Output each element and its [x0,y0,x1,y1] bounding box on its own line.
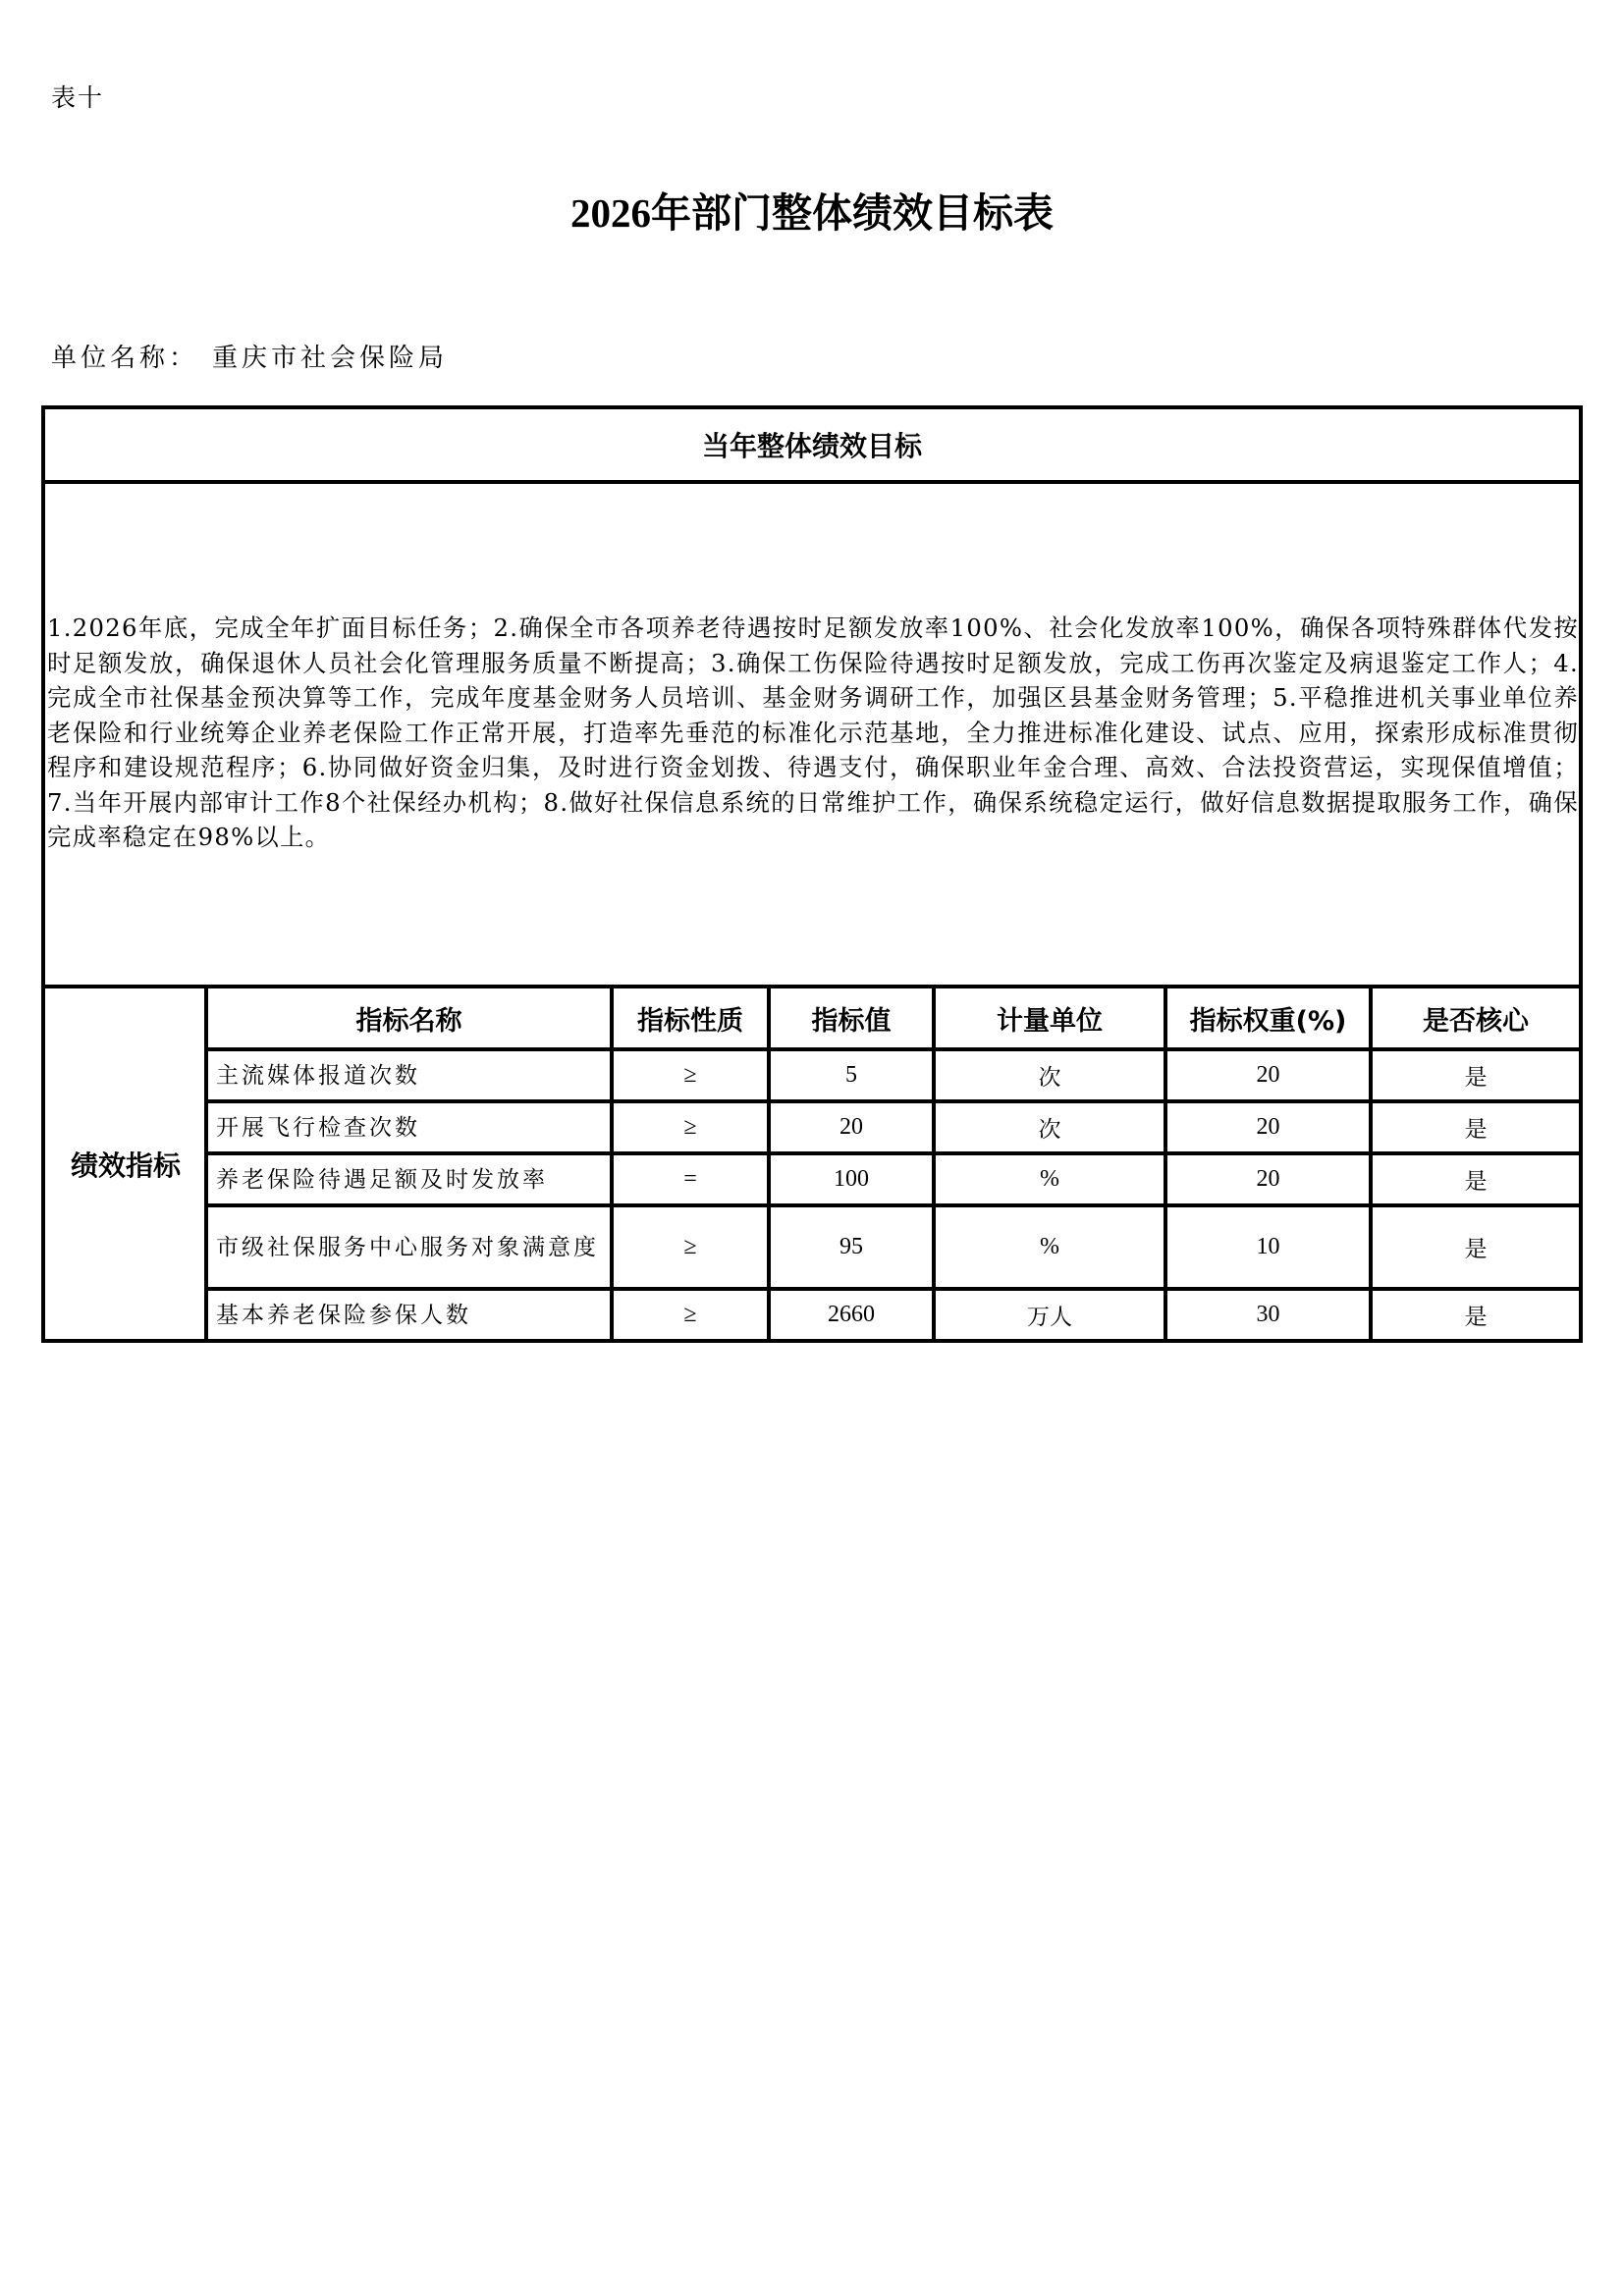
indicator-value-cell: 5 [845,1062,857,1088]
indicator-name-cell: 开展飞行检查次数 [216,1114,420,1141]
indicator-category-cell: 绩效指标 [70,1148,181,1182]
indicator-core-cell: 是 [1464,1305,1488,1330]
annual-goals-text: 1.2026年底，完成全年扩面目标任务；2.确保全市各项养老待遇按时足额发放率100%、社会化发放率100%，确保各项特殊群体代发按时足额发放，确保退休人员社会化管理服务质量不断提高；3.确保工伤保险待遇按时足额发放，完成工伤再次鉴定及病退鉴定工作人；4.完成全市社保基金预决算等工作，完成年度基金财务人员培训、基金财务调研工作，加强区县基金财务管理；5.平稳推进机关事业单位养老保险和行业统筹企业养老保险工作正常开展，打造率先垂范的标准化示范基地，全力推进标准化建设、试点、应用，探索形成标准贯彻程序和建设规范程序；6.协同做好资金归集，及时进行资金划拨、待遇支付，确保职业年金合理、高效、合法投资营运，实现保值增值；7.当年开展内部审计工作8个社保经办机构；8.做好社保信息系统的日常维护工作，确保系统稳定运行，做好信息数据提取服务工作，确保完成率稳定在98%以上。 [47,614,1579,851]
indicator-weight-cell: 30 [1256,1302,1280,1327]
indicator-nature-cell: ≥ [683,1234,697,1259]
indicator-value-cell: 100 [834,1166,869,1192]
indicator-unit-cell: 万人 [1027,1305,1072,1330]
indicator-unit-cell: 次 [1038,1065,1061,1091]
indicator-value-cell: 2660 [828,1302,875,1327]
unit-name-label: 单位名称： [51,344,199,373]
indicator-core-cell: 是 [1464,1169,1488,1195]
unit-name-line [51,338,448,374]
indicator-name-cell: 养老保险待遇足额及时发放率 [216,1166,548,1193]
indicator-weight-cell: 20 [1256,1166,1280,1192]
indicator-unit-cell: 次 [1038,1117,1061,1143]
column-header-weight: 指标权重(%) [1189,1005,1347,1037]
document-title: 2026年部门整体绩效目标表 [570,190,1054,236]
indicator-unit-cell: % [1040,1234,1059,1259]
indicator-weight-cell: 20 [1256,1114,1280,1140]
indicator-nature-cell: ≥ [683,1302,697,1327]
column-header-indicator-name: 指标名称 [355,1005,462,1037]
indicator-nature-cell: ≥ [683,1062,697,1088]
indicator-name-cell: 主流媒体报道次数 [216,1062,420,1089]
indicator-nature-cell: = [683,1166,697,1192]
indicator-unit-cell: % [1040,1166,1059,1192]
indicator-value-cell: 20 [839,1114,863,1140]
indicator-weight-cell: 20 [1256,1062,1280,1088]
column-header-unit: 计量单位 [997,1005,1103,1037]
indicator-name-cell: 市级社保服务中心服务对象满意度 [216,1234,599,1260]
column-header-indicator-value: 指标值 [811,1005,892,1037]
column-header-indicator-nature: 指标性质 [637,1005,743,1037]
indicator-weight-cell: 10 [1256,1234,1280,1259]
indicator-nature-cell: ≥ [683,1114,697,1140]
column-header-is-core: 是否核心 [1423,1005,1529,1037]
indicator-value-cell: 95 [839,1234,863,1259]
annual-goals-header: 当年整体绩效目标 [41,405,1583,484]
unit-name-value: 重庆市社会保险局 [212,344,449,373]
indicator-core-cell: 是 [1464,1117,1488,1143]
indicator-core-cell: 是 [1464,1237,1488,1262]
indicator-name-cell: 基本养老保险参保人数 [216,1302,471,1328]
indicator-core-cell: 是 [1464,1065,1488,1091]
table-number-label: 表十 [51,83,105,112]
